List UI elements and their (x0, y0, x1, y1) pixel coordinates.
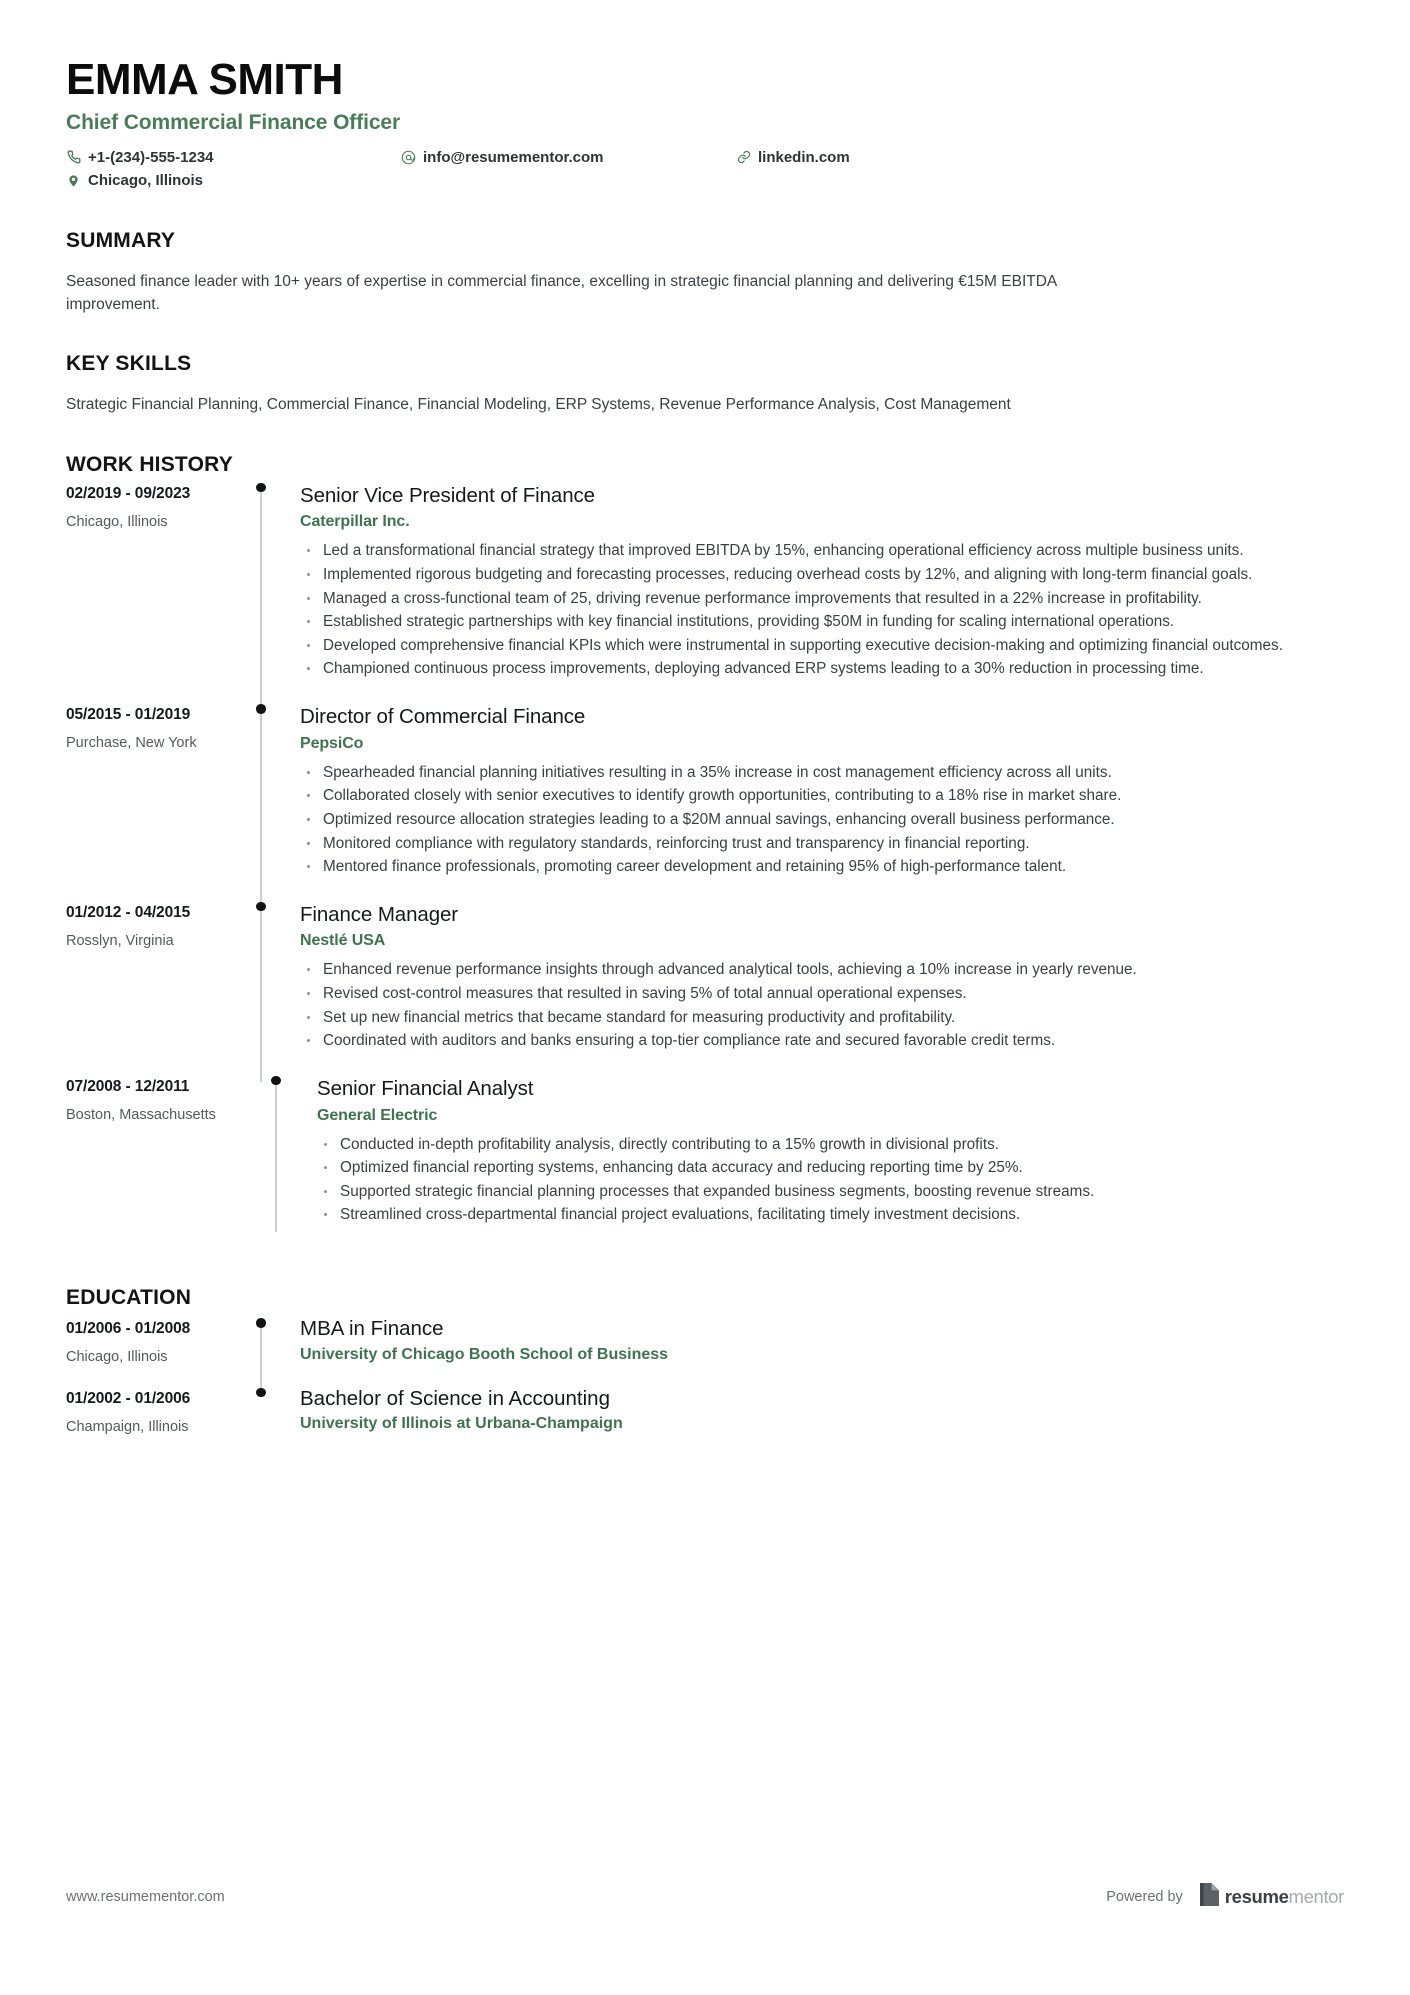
work-entry-date: 05/2015 - 01/2019 (66, 706, 191, 724)
education-section (66, 1286, 1344, 1455)
summary-text: Seasoned finance leader with 10+ years of expertise in commercial finance, excelling in strategic financial planning and delivering €15M EBITDA improvement. (66, 272, 1057, 314)
education-school: University of Illinois at Urbana-Champaign (300, 1415, 623, 1433)
bullet-item: Established strategic partnerships with key financial institutions, providing $50M in funding for scaling international operations. (300, 611, 1285, 634)
contact-column-left (66, 146, 401, 193)
bullet-item: Enhanced revenue performance insights through advanced analytical tools, achieving a 10% increase in yearly revenue. (300, 959, 1285, 982)
bullet-item: Supported strategic financial planning processes that expanded business segments, boosting revenue streams. (317, 1181, 1302, 1204)
work-entry-body (295, 1076, 1344, 1250)
work-entry-date: 07/2008 - 12/2011 (66, 1077, 190, 1095)
education-entry (66, 1386, 1344, 1456)
work-entry-meta (66, 704, 245, 751)
timeline-dot (271, 1076, 281, 1086)
work-history-heading: WORK HISTORY (66, 452, 233, 476)
link-icon (736, 150, 751, 165)
education-entry-meta (66, 1316, 245, 1365)
work-entry-organization: General Electric (317, 1106, 438, 1124)
timeline-line (260, 487, 262, 710)
contact-location-text: Chicago, Illinois (88, 172, 204, 190)
bullet-item: Optimized resource allocation strategies leading to a $20M annual savings, enhancing overall business performance. (300, 809, 1285, 832)
job-title: Chief Commercial Finance Officer (66, 110, 401, 134)
education-entry-body (278, 1386, 1344, 1456)
work-entry (66, 902, 1344, 1076)
contact-column-middle (401, 146, 736, 170)
bullet-item: Collaborated closely with senior executives to identify growth opportunities, contributing to a 18% rise in market share. (300, 785, 1285, 808)
work-entry-date: 01/2012 - 04/2015 (66, 903, 191, 921)
resumementor-wordmark (1224, 1885, 1344, 1907)
bullet-item: Revised cost-control measures that resulted in saving 5% of total annual operational expenses. (300, 983, 1285, 1006)
bullet-item: Streamlined cross-departmental financial project evaluations, facilitating timely investment decisions. (317, 1204, 1302, 1227)
work-entry-bullets (300, 540, 1285, 681)
timeline-rail (245, 704, 278, 902)
work-entry-role: Director of Commercial Finance (300, 705, 586, 729)
bullet-item: Mentored finance professionals, promoting career development and retaining 95% of high-performance talent. (300, 856, 1285, 879)
bullet-item: Monitored compliance with regulatory standards, reinforcing trust and transparency in financial reporting. (300, 833, 1285, 856)
footer-website-url[interactable]: www.resumementor.com (66, 1889, 225, 1905)
work-entry-bullets (300, 762, 1285, 879)
education-entry (66, 1316, 1344, 1386)
timeline-dot (256, 1318, 266, 1328)
education-heading: EDUCATION (66, 1286, 192, 1310)
education-entry-location: Champaign, Illinois (66, 1418, 189, 1435)
timeline-line (275, 1080, 277, 1232)
bullet-item: Implemented rigorous budgeting and forecasting processes, reducing overhead costs by 12%, and aligning with long-term financial goals. (300, 564, 1285, 587)
document-page-icon (1200, 1883, 1219, 1911)
contact-linkedin-text: linkedin.com (758, 148, 850, 166)
powered-by-label: Powered by (1106, 1889, 1183, 1905)
key-skills-text: Strategic Financial Planning, Commercial Finance, Financial Modeling, ERP Systems, Revenue Performance Analysis, Cost Management (66, 396, 1011, 414)
key-skills-heading: KEY SKILLS (66, 352, 192, 376)
bullet-item: Set up new financial metrics that became standard for measuring productivity and profitability. (300, 1007, 1285, 1030)
contact-linkedin[interactable] (736, 146, 1071, 170)
contact-email-text: info@resumementor.com (423, 148, 604, 166)
timeline-rail (245, 483, 278, 704)
timeline-dot (256, 1388, 266, 1398)
phone-icon (66, 150, 81, 165)
timeline-rail (245, 1386, 278, 1456)
full-name: EMMA SMITH (66, 55, 343, 104)
contact-phone[interactable] (66, 146, 401, 170)
email-icon (401, 150, 416, 165)
brand-word-mentor: mentor (1288, 1885, 1344, 1907)
brand-word-resume: resume (1224, 1885, 1289, 1907)
work-entry-organization: Caterpillar Inc. (300, 513, 410, 531)
contact-email[interactable] (401, 146, 736, 170)
education-entry-meta (66, 1386, 245, 1435)
education-entry-location: Chicago, Illinois (66, 1349, 168, 1366)
resumementor-logo (1200, 1883, 1344, 1911)
work-entry-location: Chicago, Illinois (66, 513, 168, 530)
page-footer (66, 1883, 1344, 1911)
work-entry-body (278, 902, 1344, 1076)
timeline-line (260, 1322, 262, 1392)
work-entry-body (278, 704, 1344, 902)
timeline-line (260, 708, 262, 908)
key-skills-section (66, 352, 1344, 416)
work-entry-meta (66, 483, 245, 530)
work-entry-bullets (317, 1134, 1302, 1228)
work-entry-organization: Nestlé USA (300, 932, 386, 950)
bullet-item: Developed comprehensive financial KPIs which were instrumental in supporting executive decision-making and optimizing financial outcomes. (300, 635, 1285, 658)
bullet-item: Led a transformational financial strategy that improved EBITDA by 15%, enhancing operational efficiency across multiple business units. (300, 540, 1285, 563)
bullet-item: Coordinated with auditors and banks ensuring a top-tier compliance rate and secured favorable credit terms. (300, 1030, 1285, 1053)
work-entry-location: Boston, Massachusetts (66, 1106, 216, 1123)
timeline-rail (245, 1076, 295, 1250)
summary-section (66, 229, 1344, 317)
timeline-line (260, 906, 262, 1082)
work-entry (66, 483, 1344, 704)
bullet-item: Optimized financial reporting systems, enhancing data accuracy and reducing reporting time by 25%. (317, 1157, 1302, 1180)
work-entry-role: Senior Vice President of Finance (300, 483, 595, 507)
contact-row (66, 146, 1344, 193)
timeline-rail (245, 1316, 278, 1386)
timeline-rail (245, 902, 278, 1076)
education-entry-body (278, 1316, 1344, 1386)
summary-heading: SUMMARY (66, 228, 176, 252)
work-entry-date: 02/2019 - 09/2023 (66, 484, 191, 502)
education-degree: Bachelor of Science in Accounting (300, 1386, 610, 1410)
work-history-timeline (66, 483, 1344, 1250)
contact-location (66, 169, 401, 193)
contact-column-right (736, 146, 1071, 170)
work-entry-location: Purchase, New York (66, 735, 197, 752)
education-entry-date: 01/2006 - 01/2008 (66, 1320, 191, 1338)
work-entry-role: Finance Manager (300, 902, 459, 926)
timeline-dot (256, 704, 266, 714)
work-entry-meta (66, 1076, 245, 1123)
bullet-item: Spearheaded financial planning initiatives resulting in a 35% increase in cost management efficiency across all units. (300, 762, 1285, 785)
education-degree: MBA in Finance (300, 1317, 444, 1341)
bullet-item: Managed a cross-functional team of 25, driving revenue performance improvements that resulted in a 22% increase in profitability. (300, 588, 1285, 611)
work-entry-meta (66, 902, 245, 949)
work-entry (66, 704, 1344, 902)
timeline-dot (256, 483, 266, 493)
timeline-dot (256, 902, 266, 912)
work-entry (66, 1076, 1344, 1250)
bullet-item: Championed continuous process improvements, deploying advanced ERP systems leading to a 30% reduction in processing time. (300, 658, 1285, 681)
education-entry-date: 01/2002 - 01/2006 (66, 1389, 191, 1407)
work-entry-body (278, 483, 1344, 704)
work-history-section (66, 453, 1344, 1250)
footer-branding (1106, 1883, 1344, 1911)
location-pin-icon (66, 174, 81, 189)
education-school: University of Chicago Booth School of Business (300, 1345, 669, 1363)
resume-header (66, 0, 1344, 193)
contact-phone-text: +1-(234)-555-1234 (88, 148, 214, 166)
work-entry-location: Rosslyn, Virginia (66, 932, 174, 949)
bullet-item: Conducted in-depth profitability analysis, directly contributing to a 15% growth in divisional profits. (317, 1134, 1302, 1157)
work-entry-bullets (300, 959, 1285, 1053)
work-entry-role: Senior Financial Analyst (317, 1076, 534, 1100)
work-entry-organization: PepsiCo (300, 734, 364, 752)
education-timeline (66, 1316, 1344, 1455)
